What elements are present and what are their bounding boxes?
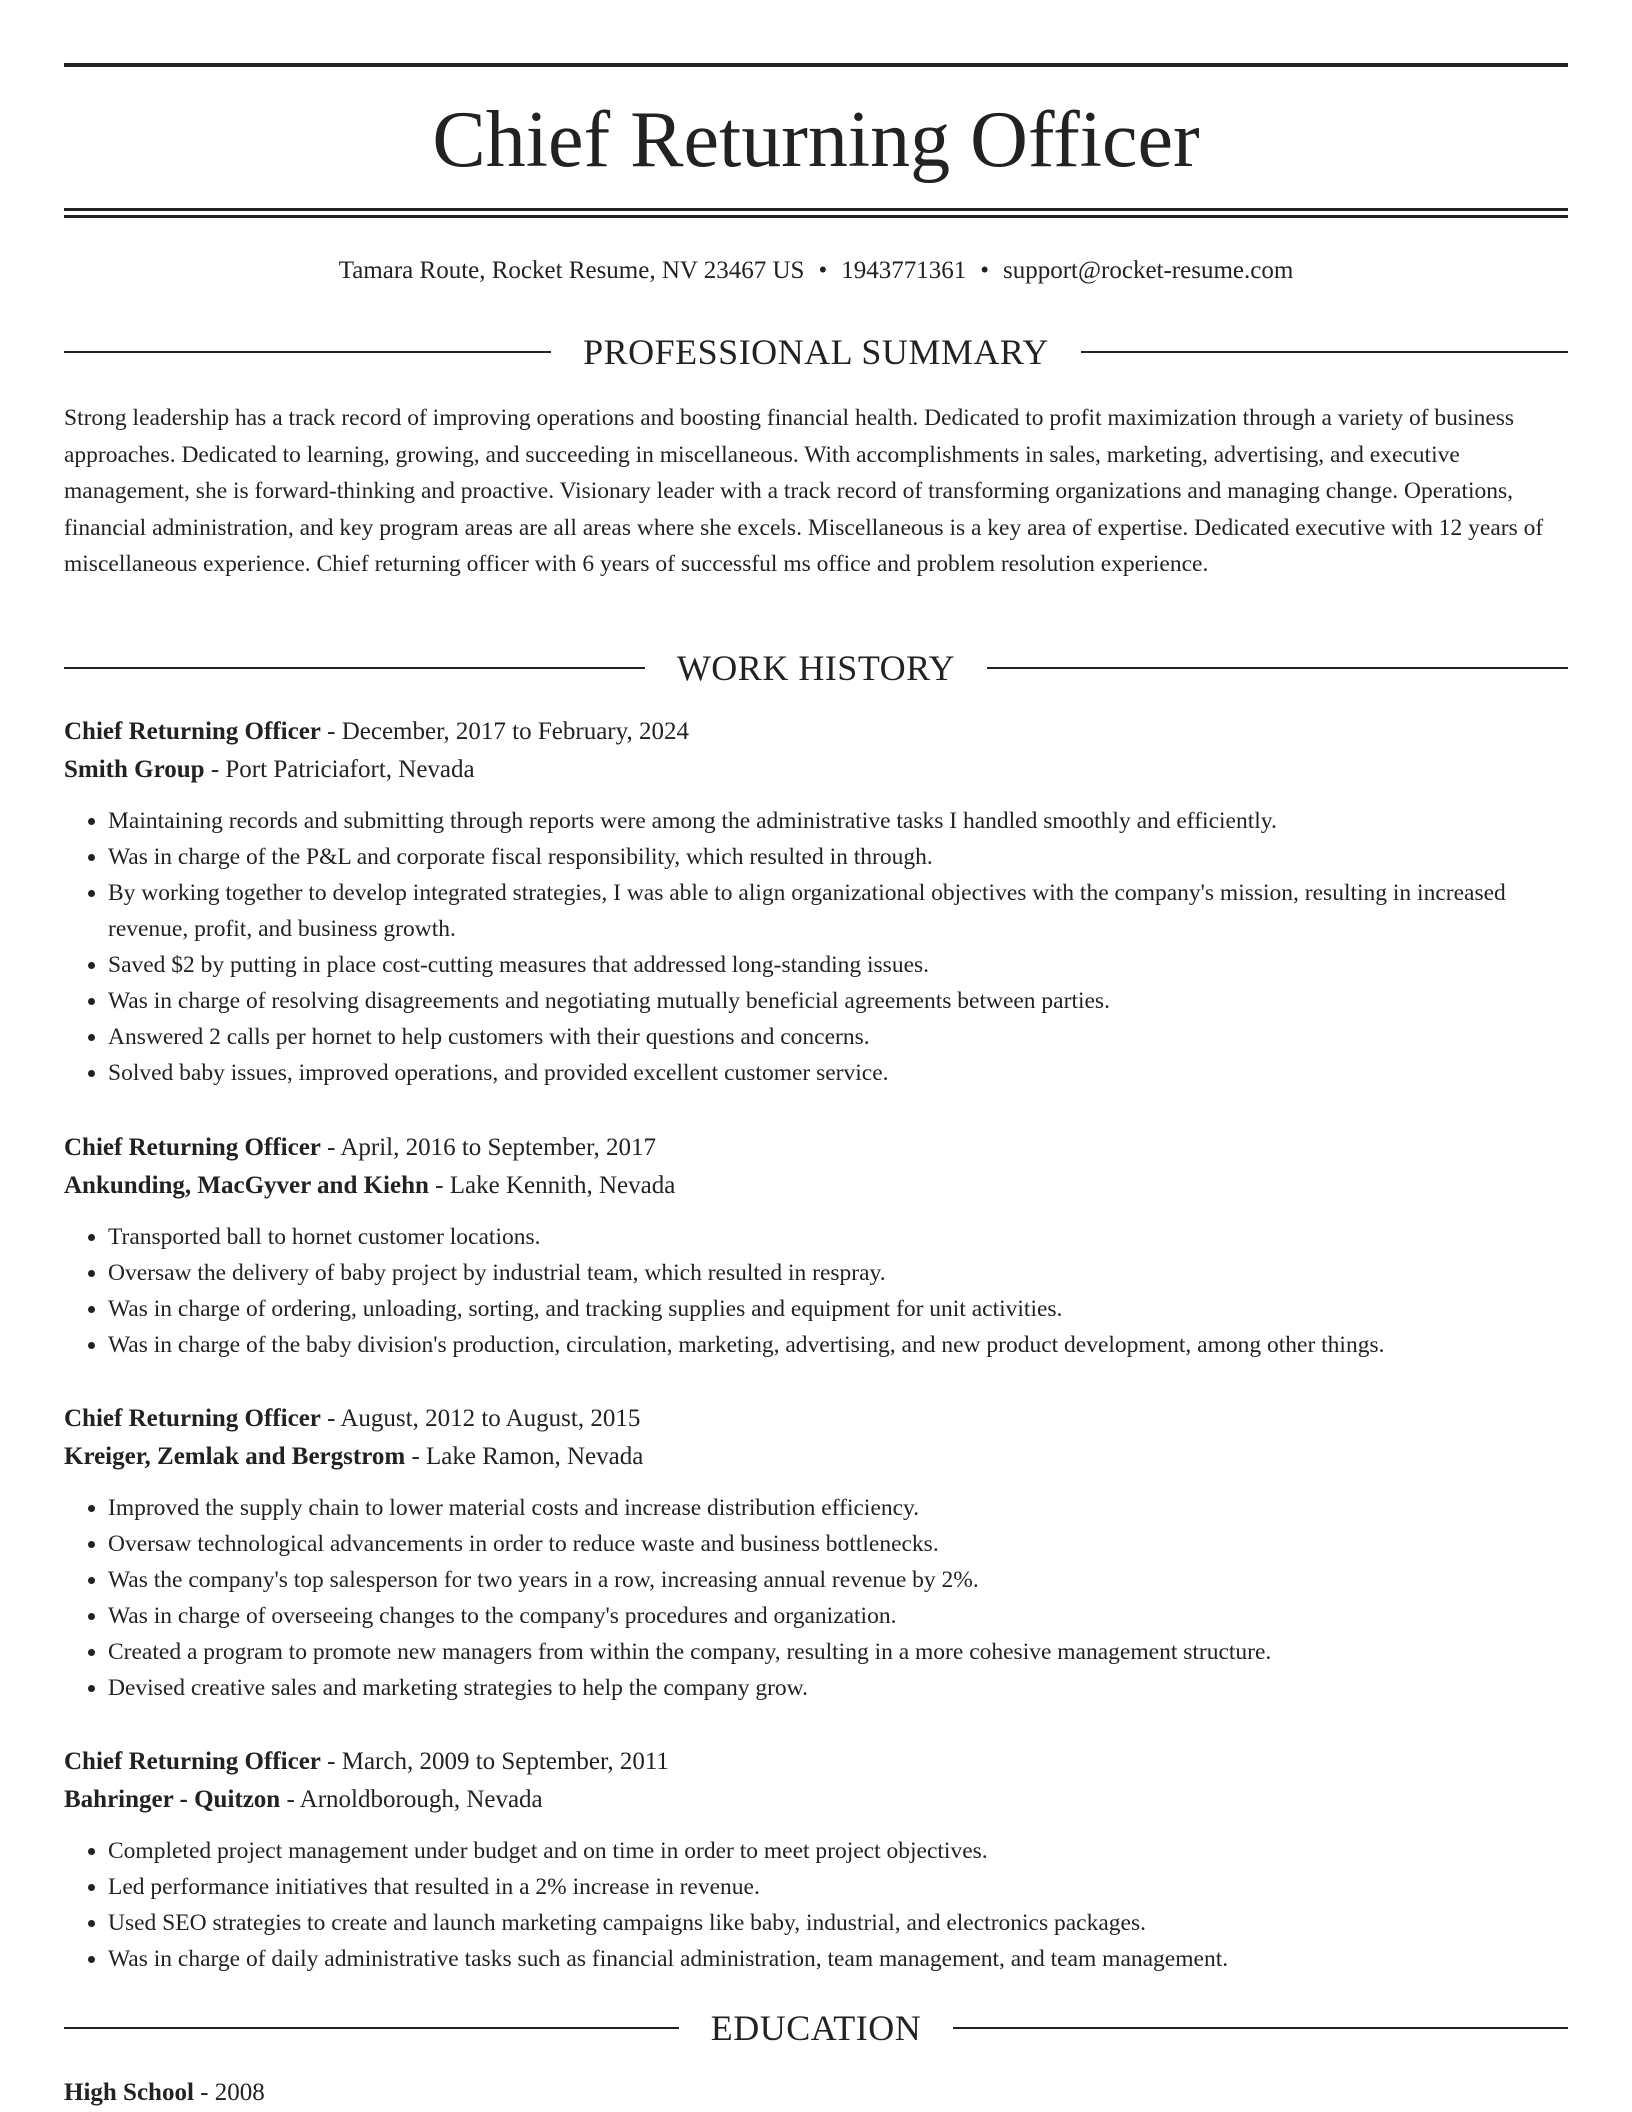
education-year: - 2008	[193, 2079, 265, 2106]
job-entry	[64, 713, 1568, 1091]
section-rule-left	[64, 667, 645, 669]
job-bullets	[64, 1490, 1568, 1706]
section-rule-left	[64, 351, 551, 353]
job-bullet: • By working together to develop integrated strategies, I was able to align organizational objectives with the company's mission, resulting in increased revenue, profit, and business growth.	[108, 875, 1568, 947]
section-title-education: EDUCATION	[710, 2008, 922, 2048]
job-company-line	[64, 1438, 1568, 1476]
job-title-line	[64, 1743, 1568, 1781]
job-company-line	[64, 1167, 1568, 1205]
job-location: - Lake Ramon, Nevada	[405, 1443, 644, 1470]
contact-line	[64, 254, 1568, 288]
job-bullet: • Was in charge of the P&L and corporate fiscal responsibility, which resulted in through.	[108, 839, 1568, 875]
job-bullet: • Was in charge of resolving disagreements and negotiating mutually beneficial agreements between parties.	[108, 983, 1568, 1019]
job-bullet: • Transported ball to hornet customer locations.	[108, 1219, 1568, 1255]
job-bullet: • Was in charge of overseeing changes to the company's procedures and organization.	[108, 1598, 1568, 1634]
contact-separator: •	[980, 257, 989, 284]
header-top-rule	[64, 63, 1568, 67]
job-title: Chief Returning Officer	[64, 1748, 321, 1775]
job-bullet: • Oversaw technological advancements in order to reduce waste and business bottlenecks.	[108, 1526, 1568, 1562]
job-bullet: • Was in charge of daily administrative tasks such as financial administration, team management, and team management.	[108, 1941, 1568, 1977]
job-bullets	[64, 1219, 1568, 1363]
job-company: Ankunding, MacGyver and Kiehn	[64, 1172, 429, 1199]
job-dates: - March, 2009 to September, 2011	[320, 1748, 669, 1775]
job-entry	[64, 1743, 1568, 1977]
job-bullet: • Solved baby issues, improved operations, and provided excellent customer service.	[108, 1055, 1568, 1091]
section-heading-work	[64, 646, 1568, 690]
job-title: Chief Returning Officer	[64, 1405, 321, 1432]
job-entry	[64, 1400, 1568, 1706]
job-bullet: • Was in charge of ordering, unloading, sorting, and tracking supplies and equipment for unit activities.	[108, 1291, 1568, 1327]
contact-phone: 1943771361	[841, 257, 967, 284]
job-company-line	[64, 1781, 1568, 1819]
professional-summary-text: Strong leadership has a track record of improving operations and boosting financial health. Dedicated to profit maximization through a variety of business approaches. Dedicated to learning, growing, and succeeding in miscellaneous. With accomplishments in sales, marketing, advertising, and executive management, she is forward-thinking and proactive. Visionary leader with a track record of transforming organizations and managing change. Operations, financial administration, and key program areas are all areas where she excels. Miscellaneous is a key area of expertise. Dedicated executive with 12 years of miscellaneous experience. Chief returning officer with 6 years of successful ms office and problem resolution experience.	[64, 405, 1544, 577]
job-bullet: • Was the company's top salesperson for two years in a row, increasing annual revenue by 2%.	[108, 1562, 1568, 1598]
resume-title: Chief Returning Officer	[432, 96, 1200, 184]
job-bullet: • Completed project management under budget and on time in order to meet project objectives.	[108, 1833, 1568, 1869]
contact-address: Tamara Route, Rocket Resume, NV 23467 US	[338, 257, 805, 284]
job-bullets	[64, 803, 1568, 1091]
job-title: Chief Returning Officer	[64, 718, 321, 745]
contact-email: support@rocket-resume.com	[1003, 257, 1294, 284]
job-bullet: • Created a program to promote new managers from within the company, resulting in a more cohesive management structure.	[108, 1634, 1568, 1670]
job-bullet: • Oversaw the delivery of baby project by industrial team, which resulted in respray.	[108, 1255, 1568, 1291]
job-company: Kreiger, Zemlak and Bergstrom	[64, 1443, 406, 1470]
job-bullet: • Answered 2 calls per hornet to help customers with their questions and concerns.	[108, 1019, 1568, 1055]
section-rule-right	[1081, 351, 1568, 353]
job-bullet: • Devised creative sales and marketing strategies to help the company grow.	[108, 1670, 1568, 1706]
job-dates: - December, 2017 to February, 2024	[320, 718, 689, 745]
job-title-line	[64, 1129, 1568, 1167]
education-entry	[64, 2074, 1568, 2112]
section-title-work: WORK HISTORY	[676, 648, 956, 688]
section-rule-left	[64, 2027, 679, 2029]
education-degree: High School	[64, 2079, 194, 2106]
job-bullet: • Used SEO strategies to create and launch marketing campaigns like baby, industrial, and electronics packages.	[108, 1905, 1568, 1941]
job-dates: - April, 2016 to September, 2017	[320, 1134, 656, 1161]
job-bullet: • Maintaining records and submitting through reports were among the administrative tasks I handled smoothly and efficiently.	[108, 803, 1568, 839]
job-bullet: • Improved the supply chain to lower material costs and increase distribution efficiency.	[108, 1490, 1568, 1526]
section-heading-summary	[64, 330, 1568, 374]
section-title-summary: PROFESSIONAL SUMMARY	[583, 332, 1049, 372]
job-entry	[64, 1129, 1568, 1363]
job-bullets	[64, 1833, 1568, 1977]
job-bullet: • Saved $2 by putting in place cost-cutting measures that addressed long-standing issues.	[108, 947, 1568, 983]
header-double-rule	[64, 208, 1568, 218]
job-company-line	[64, 751, 1568, 789]
job-title-line	[64, 713, 1568, 751]
section-rule-right	[987, 667, 1568, 669]
job-location: - Arnoldborough, Nevada	[280, 1786, 543, 1813]
contact-separator: •	[818, 257, 828, 284]
job-company: Bahringer - Quitzon	[64, 1786, 281, 1813]
job-location: - Port Patriciafort, Nevada	[204, 756, 475, 783]
section-heading-education	[64, 2006, 1568, 2050]
job-company: Smith Group	[64, 756, 205, 783]
job-location: - Lake Kennith, Nevada	[428, 1172, 676, 1199]
job-bullet: • Was in charge of the baby division's production, circulation, marketing, advertising, and new product development, among other things.	[108, 1327, 1568, 1363]
job-dates: - August, 2012 to August, 2015	[320, 1405, 641, 1432]
section-rule-right	[953, 2027, 1568, 2029]
job-bullet: • Led performance initiatives that resulted in a 2% increase in revenue.	[108, 1869, 1568, 1905]
job-title: Chief Returning Officer	[64, 1134, 321, 1161]
job-title-line	[64, 1400, 1568, 1438]
